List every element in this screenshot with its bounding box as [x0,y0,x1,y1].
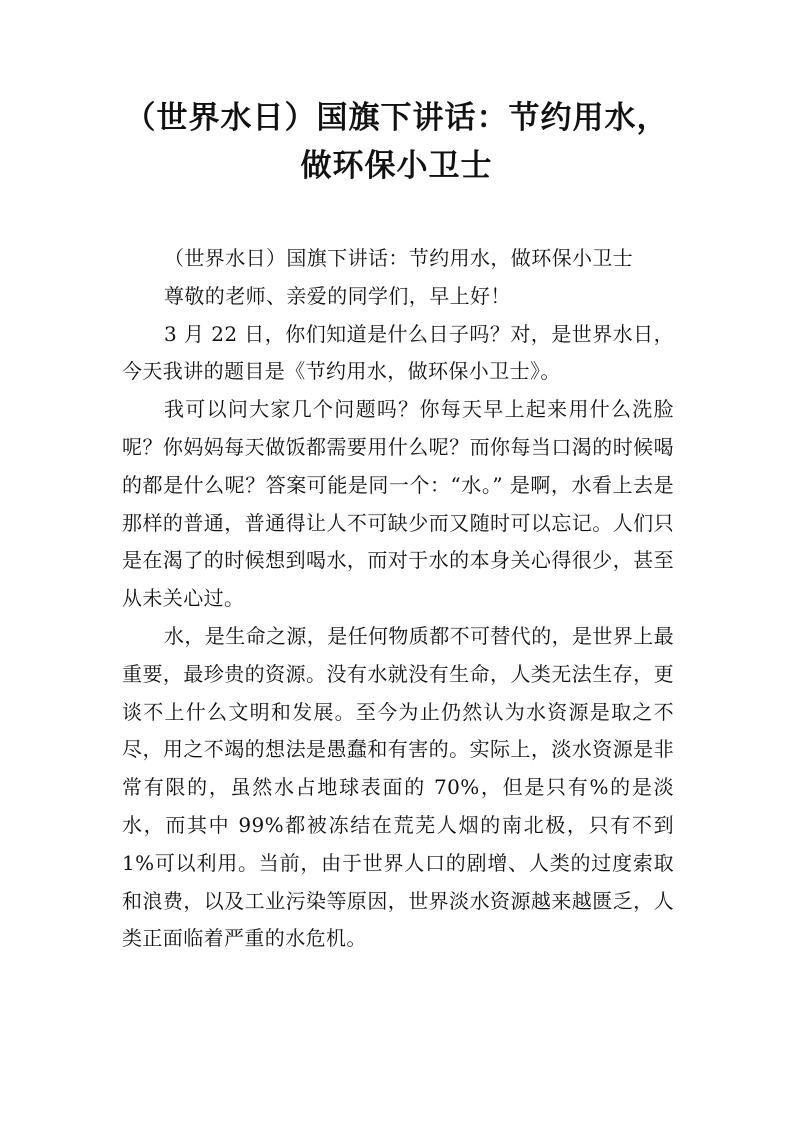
document-title-line-1: （世界水日）国旗下讲话：节约用水， [124,100,669,136]
paragraph-greeting: 尊敬的老师、亲爱的同学们，早上好！ [164,283,511,308]
paragraph-intro: 3 月 22 日，你们知道是什么日子吗？对，是世界水日，今天我讲的题目是《节约用水，做环保小卫士》。 [122,321,674,384]
document-title [90,94,703,190]
document-title-line-2: 做环保小卫士 [300,148,493,184]
paragraph-questions: 我可以问大家几个问题吗？你每天早上起来用什么洗脸呢？你妈妈每天做饭都需要用什么呢？而你每当口渴的时候喝的都是什么呢？答案可能是同一个：“水。” 是啊，水看上去是那样的普通，普通得让人不可缺少而又随时可以忘记。人们只是在渴了的时候想到喝水，而对于水的本身关心得很少，甚至从未关心过。 [122,397,674,611]
paragraph-water-resources: 水，是生命之源，是任何物质都不可替代的，是世界上最重要，最珍贵的资源。没有水就没有生命，人类无法生存，更谈不上什么文明和发展。至今为止仍然认为水资源是取之不尽，用之不竭的想法是愚蠢和有害的。实际上，淡水资源是非常有限的，虽然水占地球表面的 70%，但是只有%的是淡水，而其中 99%都被冻结在荒芜人烟的南北极，只有不到 1%可以利用。当前，由于世界人口的剧增、人类的过度索取和浪费，以及工业污染等原因，世界淡水资源越来越匮乏，人类正面临着严重的水危机。 [122,623,674,951]
paragraph-heading-repeat: （世界水日）国旗下讲话：节约用水，做环保小卫士 [164,246,634,270]
document-body [122,240,674,958]
